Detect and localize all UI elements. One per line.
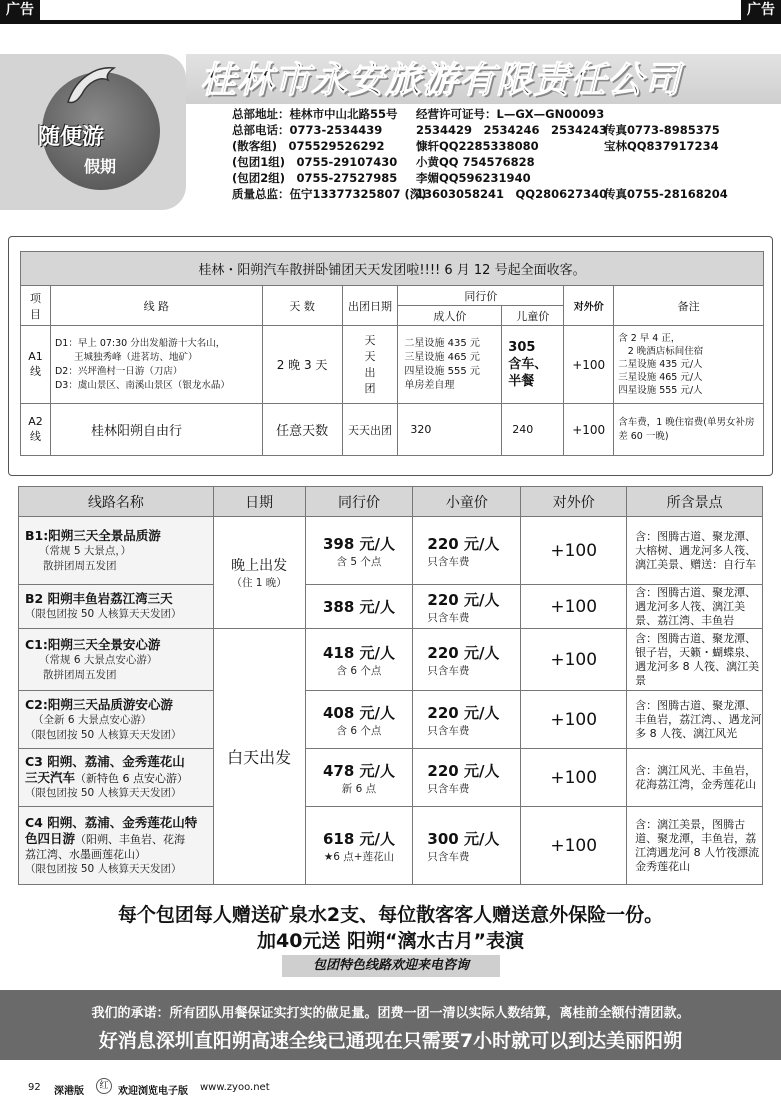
route-line: （限包团按 50 人核算天天发团） [25, 608, 182, 620]
route-line: （全新 6 大景点安心游） [33, 713, 152, 726]
child-price: 220 元/人 [427, 703, 500, 722]
row-remarks: 含 2 早 4 正， 2 晚酒店标间住宿 二星设施 435 元/人 三星设施 465 元/人 四星设施 555 元/人 [614, 326, 764, 404]
row-route: D1：早上 07:30 分出发船游十大名山， 王城独秀峰（进茗坊、地矿） D2：兴坪渔村一日游（刀店） D3：虞山景区、南溪山景区（银龙水晶） [50, 326, 262, 404]
row-depart: 天 天 出 团 [342, 326, 398, 404]
edition-label: 深港版 [54, 1086, 84, 1097]
table-row [19, 585, 763, 629]
row-adult: 320 [398, 404, 502, 456]
table-row [19, 629, 763, 691]
route-line: （常规 5 大景点，） [39, 544, 132, 557]
header [0, 44, 781, 210]
peer-price-note: 含 6 个点 [336, 664, 382, 677]
date-text: 白天出发 [227, 748, 292, 767]
peer-price: 478 元/人 [322, 761, 395, 780]
hq-fax: 传真0773-8985375 [604, 123, 720, 137]
table1-banner: 桂林・阳朔汽车散拼卧铺团天天发团啦!!!! 6 月 12 号起全面收客。 [21, 252, 764, 286]
peer-price: 418 元/人 [322, 643, 395, 662]
table-row [21, 404, 764, 456]
included-spots: 含：漓江美景，图腾古道、聚龙潭，丰鱼岩，荔江湾遇龙河 8 人竹筏漂流 金秀莲花山 [627, 807, 763, 885]
route-title: C2:阳朔三天品质游安心游 [25, 696, 173, 712]
child-price: 220 元/人 [427, 534, 500, 553]
peer-price: 408 元/人 [322, 703, 395, 722]
route-line: 荔江湾、水墨画莲花山） [25, 847, 146, 861]
group2-phone: (包团2组) 0755-27527985 [232, 171, 398, 185]
qq-baolin: 宝林QQ837917234 [604, 139, 719, 153]
route-title: B2 阳朔丰鱼岩荔江湾三天 [25, 591, 173, 606]
included-spots: 含：图腾古道、聚龙潭、大榕树、遇龙河多人筏、漓江美景、赠送：自行车 [627, 517, 763, 585]
peer-price: 618 元/人 [322, 829, 395, 848]
th-adult: 成人价 [398, 306, 502, 326]
child-price-note: 只含车费 [427, 555, 470, 568]
qq-limei: 李媚QQ596231940 [416, 171, 531, 185]
th-peer: 同行价 [398, 286, 564, 306]
red-mark-icon: 红 [96, 1078, 112, 1094]
table1-frame [8, 236, 773, 476]
footer-band [0, 990, 781, 1060]
ad-tag-right: 广告 [741, 0, 781, 20]
row-depart: 天天出团 [342, 404, 398, 456]
included-spots: 含：图腾古道、聚龙潭、银子岩，天籁・蝴蝶泉、遇龙河多 8 人筏、漓江美景 [627, 629, 763, 691]
date-text: 晚上出发 [231, 558, 288, 574]
route-title: C4 阳朔、荔浦、金秀莲花山特 [25, 814, 198, 830]
route-name [19, 585, 214, 629]
director-phone: 13603058241 QQ280627340 [416, 187, 608, 201]
route-name [19, 749, 214, 807]
external-price: +100 [521, 517, 627, 585]
route-line: 散拼团周五发团 [43, 559, 117, 572]
peer-price-note: 含 5 个点 [336, 555, 382, 568]
th-days: 天 数 [262, 286, 342, 326]
peer-price: 388 元/人 [322, 598, 395, 616]
external-price: +100 [521, 629, 627, 691]
row-child: 240 [502, 404, 564, 456]
date-group-night [213, 517, 305, 629]
table-row [19, 749, 763, 807]
row-days: 2 晚 3 天 [262, 326, 342, 404]
logo-subtext: 假期 [84, 157, 117, 176]
th-peer-price: 同行价 [305, 487, 413, 517]
row-remarks: 含车费，1 晚住宿费(单男女补房差 60 一晚) [614, 404, 764, 456]
peer-price-note: ★6 点+莲花山 [323, 850, 395, 863]
th-remarks: 备注 [614, 286, 764, 326]
peer-price-note: 新 6 点 [341, 782, 377, 795]
row-route: 桂林阳朔自由行 [50, 404, 262, 456]
child-price: 220 元/人 [427, 761, 500, 780]
row-item: A1 线 [21, 326, 51, 404]
route-name [19, 691, 214, 749]
row-item: A2 线 [21, 404, 51, 456]
hq-phone-more: 2534429 2534246 2534243 [416, 123, 608, 137]
row-adult: 二星设施 435 元 三星设施 465 元 四星设施 555 元 单房差自理 [398, 326, 502, 404]
th-spots: 所含景点 [627, 487, 763, 517]
table2 [18, 486, 763, 885]
page-number: 92 [28, 1082, 41, 1093]
route-title-note: （阳朔、丰鱼岩、花海 [75, 832, 186, 846]
external-price: +100 [521, 691, 627, 749]
license: 经营许可证号：L—GX—GN00093 [416, 107, 605, 121]
route-line: 散拼团周五发团 [43, 668, 117, 681]
child-price-note: 只含车费 [427, 724, 470, 737]
th-date: 日期 [213, 487, 305, 517]
gift-line-2: 加40元送 阳朔“漓水古月”表演 [256, 930, 525, 952]
route-line: （限包团按 50 人核算天天发团） [25, 862, 182, 875]
child-price-note: 只含车费 [427, 782, 470, 795]
news-text: 好消息深圳直阳朔高速全线已通现在只需要7小时就可以到达美丽阳朔 [98, 1030, 683, 1052]
route-line: （限包团按 50 人核算天天发团） [25, 728, 182, 741]
browse-label: 欢迎浏览电子版 [118, 1086, 188, 1097]
route-name [19, 807, 214, 885]
route-name [19, 629, 214, 691]
th-external-price: 对外价 [521, 487, 627, 517]
individual-group-phone: (散客组) 075529526292 [232, 139, 385, 153]
logo-text: 随便游 [38, 124, 105, 150]
child-price: 220 元/人 [427, 590, 500, 609]
th-external: 对外价 [564, 286, 614, 326]
address: 总部地址：桂林市中山北路55号 [232, 107, 398, 121]
external-price: +100 [521, 749, 627, 807]
date-sub: （住 1 晚） [231, 577, 287, 589]
child-price: 220 元/人 [427, 643, 500, 662]
top-rule [0, 20, 781, 24]
route-title-note: （新特色 6 点安心游） [75, 772, 189, 785]
quality-director: 质量总监：伍宁13377325807 (深) [232, 187, 427, 201]
site-url[interactable]: www.zyoo.net [200, 1082, 270, 1093]
shenzhen-fax: 传真0755-28168204 [604, 187, 728, 201]
child-price-note: 只含车费 [427, 850, 470, 863]
row-external: +100 [564, 326, 614, 404]
included-spots: 含：图腾古道、聚龙潭、遇龙河多人筏、漓江美景、荔江湾、丰鱼岩 [627, 585, 763, 629]
th-item: 项 目 [21, 286, 51, 326]
route-title: B1:阳朔三天全景品质游 [25, 527, 161, 543]
th-child-price: 小童价 [413, 487, 521, 517]
row-days: 任意天数 [262, 404, 342, 456]
logo [0, 54, 186, 210]
table-row [19, 691, 763, 749]
route-line: （限包团按 50 人核算天天发团） [25, 787, 182, 799]
child-price: 300 元/人 [427, 829, 500, 848]
group1-phone: (包团1组) 0755-29107430 [232, 155, 398, 169]
th-depart: 出团日期 [342, 286, 398, 326]
row-child: 305 含车、 半餐 [502, 326, 564, 404]
table1 [20, 251, 764, 456]
ad-tag-left: 广告 [0, 0, 40, 20]
row-external: +100 [564, 404, 614, 456]
route-name [19, 517, 214, 585]
dolphin-icon [62, 58, 122, 118]
included-spots: 含：漓江风光、丰鱼岩，花海荔江湾，金秀莲花山 [627, 749, 763, 807]
gift-line-1: 每个包团每人赠送矿泉水2支、每位散客客人赠送意外保险一份。 [117, 904, 664, 926]
external-price: +100 [521, 585, 627, 629]
promise-text: 我们的承诺：所有团队用餐保证实打实的做足量。团费一团一清以实际人数结算，离桂前全额付清团款。 [91, 1006, 690, 1021]
route-title: C3 阳朔、荔浦、金秀莲花山 [25, 754, 185, 769]
qq-kangxuan: 慷轩QQ2285338080 [416, 139, 539, 153]
qq-xiaohuang: 小黄QQ 754576828 [416, 155, 535, 169]
route-title: C1:阳朔三天全景安心游 [25, 636, 161, 652]
route-title-extra: 色四日游 [25, 830, 76, 846]
external-price: +100 [521, 807, 627, 885]
table-row [19, 517, 763, 585]
route-title-extra: 三天汽车 [25, 770, 76, 785]
company-name: 桂林市永安旅游有限责任公司 [200, 60, 682, 101]
date-group-day [213, 629, 305, 885]
route-line: （常规 6 大景点安心游） [39, 653, 158, 666]
included-spots: 含：图腾古道、聚龙潭、丰鱼岩，荔江湾、、遇龙河多 8 人筏、漓江风光 [627, 691, 763, 749]
hq-phone: 总部电话：0773-2534439 [232, 123, 383, 137]
table-row [19, 807, 763, 885]
peer-price: 398 元/人 [322, 534, 395, 553]
table-row [21, 326, 764, 404]
th-route-name: 线路名称 [19, 487, 214, 517]
th-child: 儿童价 [502, 306, 564, 326]
th-route: 线 路 [50, 286, 262, 326]
child-price-note: 只含车费 [427, 664, 470, 677]
peer-price-note: 含 6 个点 [336, 724, 382, 737]
consult-banner: 包团特色线路欢迎来电咨询 [282, 955, 500, 977]
child-price-note: 只含车费 [427, 611, 470, 624]
